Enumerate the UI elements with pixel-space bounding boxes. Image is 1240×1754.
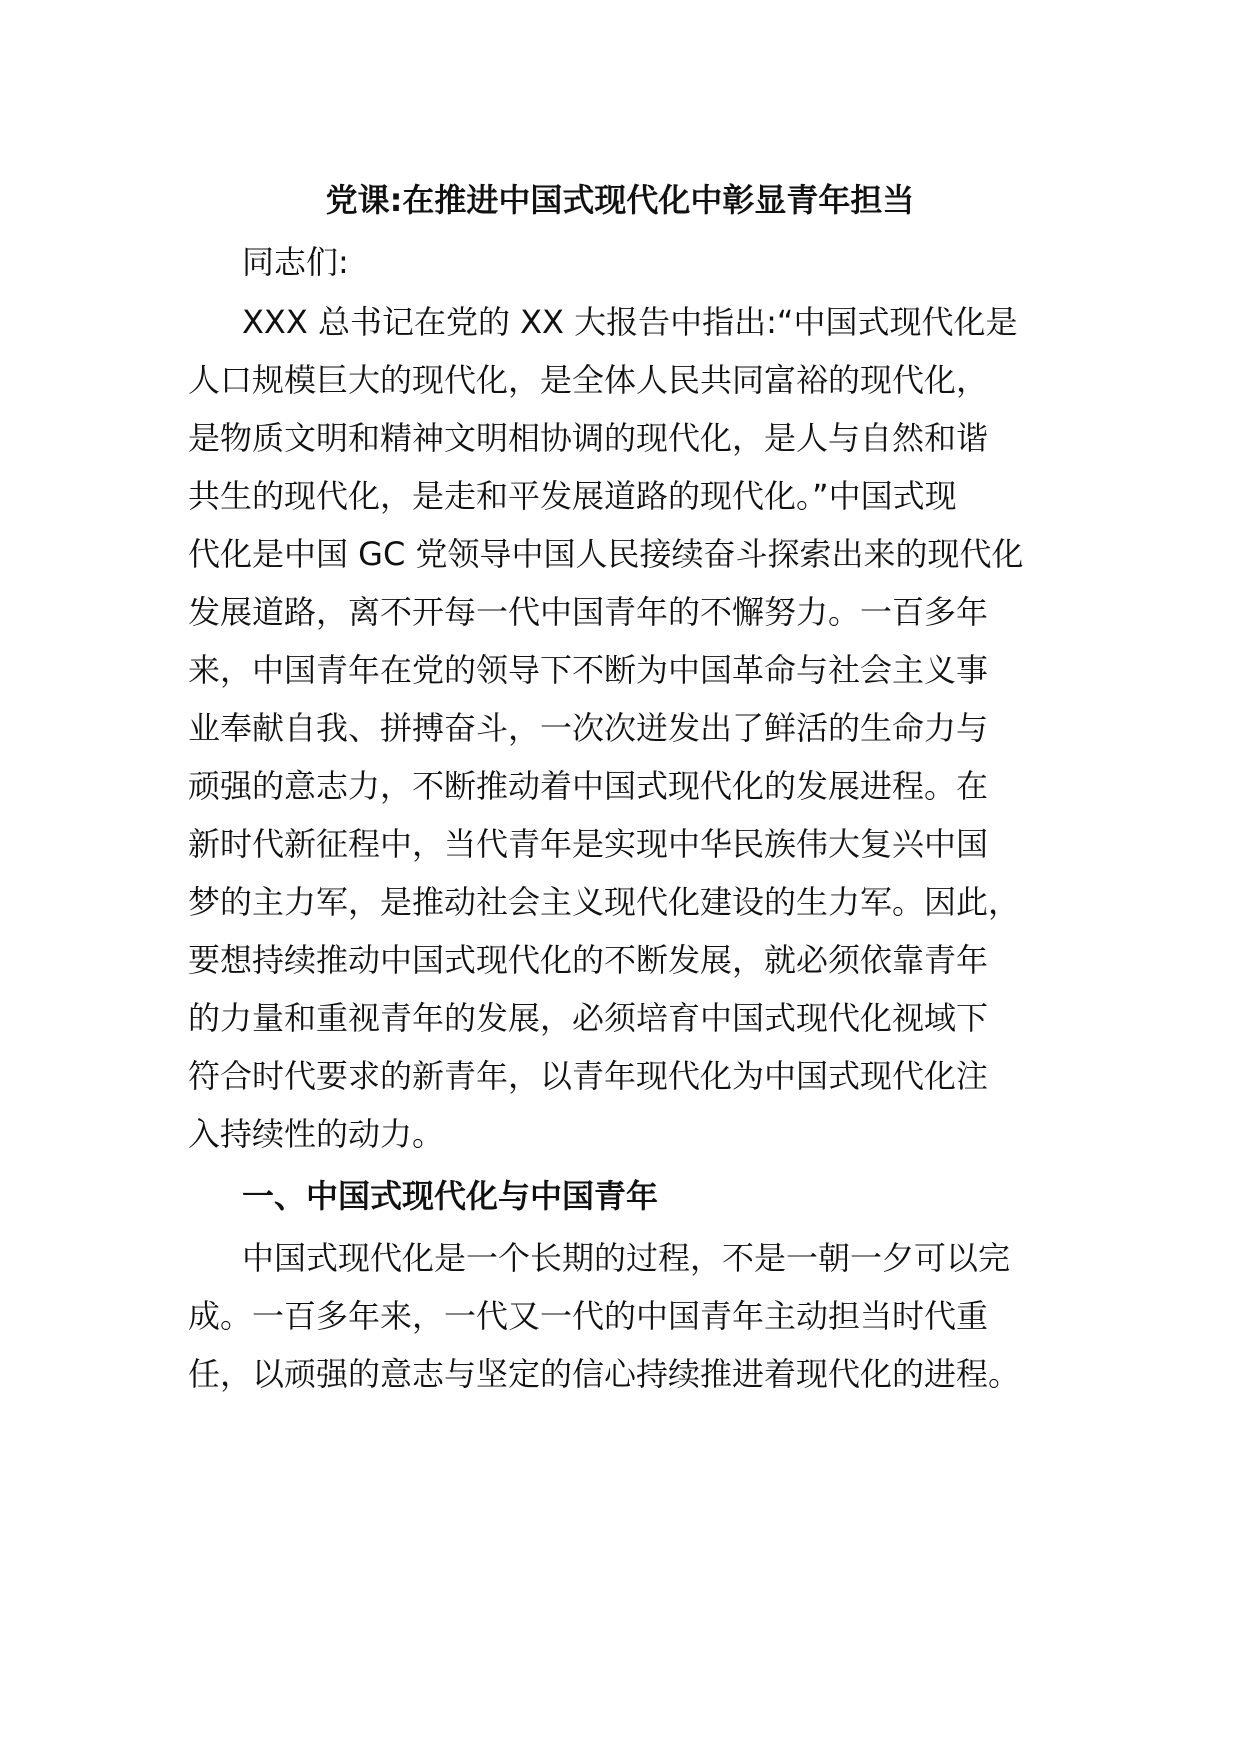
paragraph-line: 顽强的意志力，不断推动着中国式现代化的发展进程。在 [188, 767, 989, 805]
paragraph-line: 成。一百多年来，一代又一代的中国青年主动担当时代重 [188, 1297, 989, 1335]
salutation: 同志们: [242, 243, 349, 281]
paragraph-line: 代化是中国 GC 党领导中国人民接续奋斗探索出来的现代化 [188, 535, 1024, 573]
section-heading: 一、中国式现代化与中国青年 [242, 1177, 659, 1215]
paragraph-line: 是物质文明和精神文明相协调的现代化，是人与自然和谐 [188, 419, 989, 457]
paragraph-line: 的力量和重视青年的发展，必须培育中国式现代化视域下 [188, 999, 989, 1037]
paragraph-line: 任，以顽强的意志与坚定的信心持续推进着现代化的进程。 [188, 1355, 1021, 1393]
paragraph-line: 业奉献自我、拼搏奋斗，一次次迸发出了鲜活的生命力与 [188, 709, 989, 747]
paragraph-line: 来，中国青年在党的领导下不断为中国革命与社会主义事 [188, 651, 989, 689]
document-title: 党课:在推进中国式现代化中彰显青年担当 [325, 181, 915, 219]
paragraph-line: 符合时代要求的新青年，以青年现代化为中国式现代化注 [188, 1057, 989, 1095]
paragraph-line: 梦的主力军，是推动社会主义现代化建设的生力军。因此， [188, 883, 1021, 921]
paragraph-line: 中国式现代化是一个长期的过程，不是一朝一夕可以完 [242, 1239, 1011, 1277]
paragraph-line: 要想持续推动中国式现代化的不断发展，就必须依靠青年 [188, 941, 989, 979]
paragraph-line: 发展道路，离不开每一代中国青年的不懈努力。一百多年 [188, 593, 989, 631]
paragraph-line: 新时代新征程中，当代青年是实现中华民族伟大复兴中国 [188, 825, 989, 863]
paragraph-line: 入持续性的动力。 [188, 1115, 445, 1153]
paragraph-line: XXX 总书记在党的 XX 大报告中指出:“中国式现代化是 [242, 303, 1018, 341]
paragraph-line: 人口规模巨大的现代化，是全体人民共同富裕的现代化， [188, 361, 989, 399]
paragraph-line: 共生的现代化，是走和平发展道路的现代化。”中国式现 [188, 477, 957, 515]
